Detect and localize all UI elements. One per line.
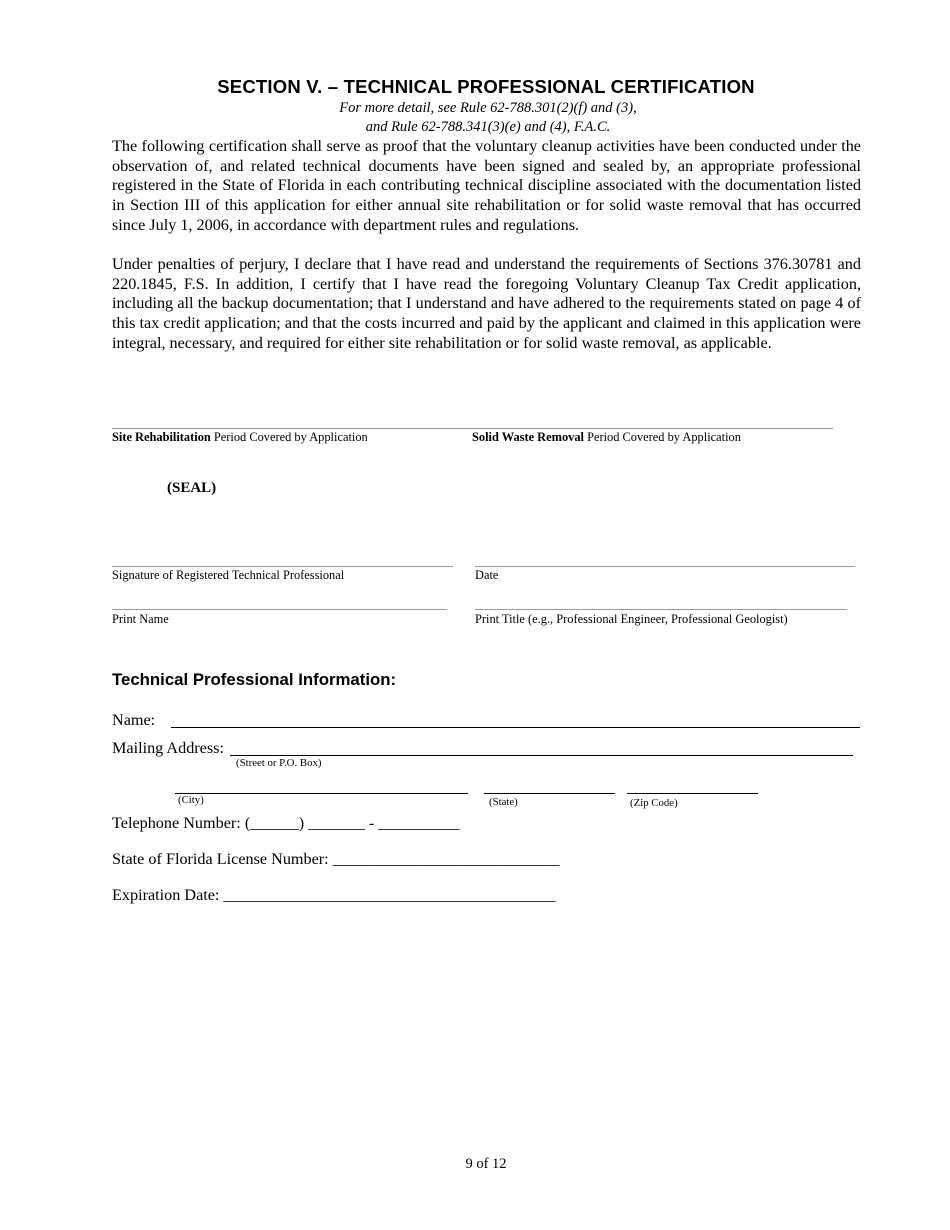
section-title: SECTION V. – TECHNICAL PROFESSIONAL CERTIFICATION [217, 76, 755, 97]
name-label: Name: [112, 711, 156, 729]
print-title-label: Print Title (e.g., Professional Engineer, Professional Geologist) [475, 612, 788, 626]
city-field[interactable] [175, 793, 468, 794]
name-field[interactable] [171, 727, 860, 728]
expiration-date-field[interactable]: Expiration Date: _________________________________________ [112, 886, 556, 904]
print-name-line[interactable] [112, 609, 447, 610]
site-rehabilitation-period-label [112, 430, 368, 445]
state-hint: (State) [489, 796, 518, 808]
site-rehabilitation-bold: Site Rehabilitation [112, 430, 211, 444]
date-line[interactable] [475, 566, 855, 567]
rule-reference-line-1: For more detail, see Rule 62-788.301(2)(f) and (3), [339, 100, 637, 116]
city-hint: (City) [178, 794, 204, 806]
signature-label: Signature of Registered Technical Professional [112, 568, 345, 582]
rule-reference-line-2: and Rule 62-788.341(3)(e) and (4), F.A.C. [365, 119, 611, 135]
state-field[interactable] [484, 793, 615, 794]
mailing-address-label: Mailing Address: [112, 739, 224, 757]
solid-waste-period-label [472, 430, 741, 445]
telephone-number-field[interactable]: Telephone Number: (______) _______ - __________ [112, 814, 460, 832]
print-name-label: Print Name [112, 612, 169, 626]
certification-paragraph: The following certification shall serve as proof that the voluntary cleanup activities have been conducted under the observation of, and related technical documents have been signed and sealed by, an appropriate professional registered in the State of Florida in each contributing technical discipline associated with the documentation listed in Section III of this application for either annual site rehabilitation or for solid waste removal that has occurred since July 1, 2006, in accordance with department rules and regulations. [112, 137, 861, 234]
page-number: 9 of 12 [465, 1156, 507, 1172]
date-label: Date [475, 568, 499, 582]
street-hint: (Street or P.O. Box) [236, 757, 322, 769]
street-field[interactable] [230, 755, 853, 756]
site-rehabilitation-rest: Period Covered by Application [210, 430, 368, 444]
tech-info-heading: Technical Professional Information: [112, 670, 397, 689]
seal-label: (SEAL) [167, 480, 217, 496]
perjury-declaration-paragraph: Under penalties of perjury, I declare that I have read and understand the requirements of Sections 376.30781 and 220.1845, F.S. In addition, I certify that I have read the foregoing Voluntary Cleanup Tax Credit application, including all the backup documentation; that I understand and have adhered to the requirements stated on page 4 of this tax credit application; and that the costs incurred and paid by the applicant and claimed in this application were integral, necessary, and required for either site rehabilitation or for solid waste removal, as applicable. [112, 255, 861, 352]
zip-field[interactable] [627, 793, 758, 794]
period-covered-line[interactable] [112, 428, 833, 429]
zip-hint: (Zip Code) [630, 797, 678, 809]
solid-waste-bold: Solid Waste Removal [472, 430, 584, 444]
signature-line[interactable] [112, 566, 453, 567]
solid-waste-rest: Period Covered by Application [583, 430, 741, 444]
print-title-line[interactable] [475, 609, 847, 610]
license-number-field[interactable]: State of Florida License Number: ____________________________ [112, 850, 560, 868]
